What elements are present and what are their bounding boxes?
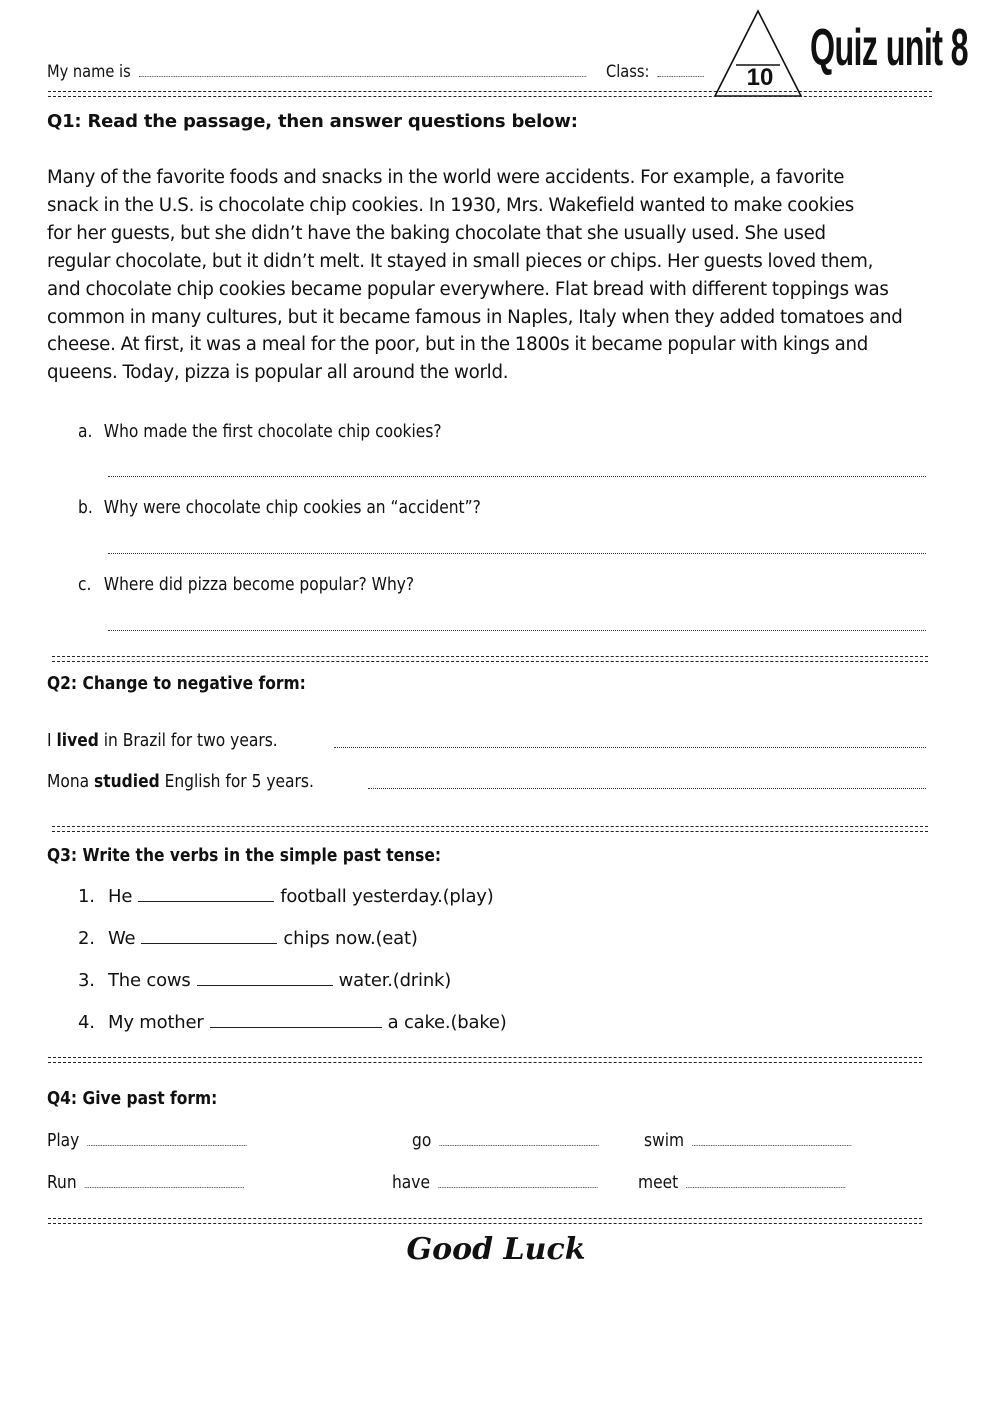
class-line bbox=[606, 62, 704, 82]
answer-line-b[interactable] bbox=[108, 553, 926, 554]
item-number: 2. bbox=[78, 928, 95, 949]
blank-field[interactable] bbox=[138, 901, 274, 902]
verb-word: Play bbox=[47, 1130, 80, 1151]
q4-title: Q4: Give past form: bbox=[47, 1088, 218, 1109]
class-field[interactable] bbox=[657, 76, 703, 77]
name-line bbox=[47, 62, 586, 82]
verb-word: have bbox=[392, 1172, 430, 1193]
quiz-title: Quiz unit 8 bbox=[810, 19, 968, 77]
passage-line: queens. Today, pizza is popular all around the world. bbox=[47, 362, 509, 384]
sentence-text: football yesterday.(play) bbox=[280, 886, 494, 907]
passage-line: snack in the U.S. is chocolate chip cookies. In 1930, Mrs. Wakefield wanted to make cookies bbox=[47, 194, 855, 216]
good-luck-closing: Good Luck bbox=[406, 1232, 586, 1267]
answer-line-q2-1[interactable] bbox=[334, 747, 926, 748]
answer-field[interactable] bbox=[687, 1187, 846, 1188]
sentence-text: He bbox=[108, 886, 133, 907]
sentence-text: chips now.(eat) bbox=[283, 928, 418, 949]
passage-line: regular chocolate, but it didn’t melt. It stayed in small pieces or chips. Her guests loved them, bbox=[47, 250, 874, 272]
q3-title: Q3: Write the verbs in the simple past tense: bbox=[47, 845, 442, 866]
item-number: 1. bbox=[78, 886, 95, 907]
question-label: c. bbox=[78, 574, 92, 595]
question-label: a. bbox=[78, 421, 93, 442]
passage-line: cheese. At first, it was a meal for the poor, but in the 1800s it became popular with kings and bbox=[47, 334, 869, 356]
q4-word-play bbox=[47, 1130, 247, 1151]
highlighted-verb: lived bbox=[56, 730, 99, 751]
passage-line: Many of the favorite foods and snacks in the world were accidents. For example, a favorite bbox=[47, 167, 845, 188]
answer-field[interactable] bbox=[440, 1145, 599, 1146]
item-number: 3. bbox=[78, 970, 95, 991]
divider bbox=[52, 656, 928, 662]
divider bbox=[52, 826, 928, 832]
passage-line: for her guests, but she didn’t have the baking chocolate that she usually used. She used bbox=[47, 222, 826, 244]
q3-item-3 bbox=[78, 970, 451, 991]
item-number: 4. bbox=[78, 1012, 95, 1033]
divider bbox=[48, 91, 932, 97]
q4-word-go bbox=[412, 1130, 599, 1151]
answer-line-q2-2[interactable] bbox=[368, 788, 926, 789]
question-text: Why were chocolate chip cookies an “accident”? bbox=[103, 497, 481, 518]
q4-word-run bbox=[47, 1172, 244, 1193]
question-text: Where did pizza become popular? Why? bbox=[103, 574, 415, 595]
q1-title: Q1: Read the passage, then answer questions below: bbox=[47, 111, 578, 132]
sentence-text: in Brazil for two years. bbox=[98, 730, 278, 751]
verb-word: Run bbox=[47, 1172, 77, 1193]
sentence-text: My mother bbox=[108, 1012, 204, 1033]
passage-line: and chocolate chip cookies became popular everywhere. Flat bread with different toppings was bbox=[47, 278, 889, 300]
verb-word: go bbox=[412, 1130, 432, 1151]
q2-title: Q2: Change to negative form: bbox=[47, 673, 306, 694]
answer-field[interactable] bbox=[85, 1187, 244, 1188]
q3-item-2 bbox=[78, 928, 418, 949]
blank-field[interactable] bbox=[210, 1027, 382, 1028]
q3-item-4 bbox=[78, 1012, 507, 1033]
answer-field[interactable] bbox=[438, 1187, 597, 1188]
sentence-text: Mona bbox=[47, 771, 95, 792]
question-c bbox=[78, 574, 414, 595]
blank-field[interactable] bbox=[141, 943, 277, 944]
q4-word-meet bbox=[638, 1172, 846, 1193]
score-total: 10 bbox=[746, 64, 774, 91]
blank-field[interactable] bbox=[197, 985, 333, 986]
q3-item-1 bbox=[78, 886, 494, 907]
q4-word-swim bbox=[644, 1130, 852, 1151]
reading-passage bbox=[47, 164, 947, 387]
sentence-text: a cake.(bake) bbox=[387, 1012, 507, 1033]
answer-field[interactable] bbox=[88, 1145, 247, 1146]
sentence-text: water.(drink) bbox=[338, 970, 452, 991]
sentence-text: We bbox=[108, 928, 136, 949]
answer-line-c[interactable] bbox=[108, 630, 926, 631]
answer-line-a[interactable] bbox=[108, 476, 926, 477]
divider bbox=[48, 1218, 922, 1224]
q4-word-have bbox=[392, 1172, 597, 1193]
class-label: Class: bbox=[606, 62, 650, 82]
verb-word: swim bbox=[644, 1130, 685, 1151]
question-text: Who made the first chocolate chip cookies? bbox=[103, 421, 442, 442]
name-field[interactable] bbox=[139, 76, 586, 77]
name-label: My name is bbox=[47, 62, 131, 82]
passage-line: common in many cultures, but it became famous in Naples, Italy when they added tomatoes and bbox=[47, 306, 903, 328]
verb-word: meet bbox=[638, 1172, 679, 1193]
sentence-text: The cows bbox=[108, 970, 191, 991]
question-label: b. bbox=[78, 497, 93, 518]
q2-item-2 bbox=[47, 771, 314, 792]
highlighted-verb: studied bbox=[94, 771, 160, 792]
divider bbox=[48, 1057, 922, 1063]
sentence-text: English for 5 years. bbox=[159, 771, 314, 792]
question-a bbox=[78, 421, 442, 442]
q2-item-1 bbox=[47, 730, 278, 751]
question-b bbox=[78, 497, 481, 518]
sentence-text: I bbox=[47, 730, 57, 751]
answer-field[interactable] bbox=[692, 1145, 851, 1146]
